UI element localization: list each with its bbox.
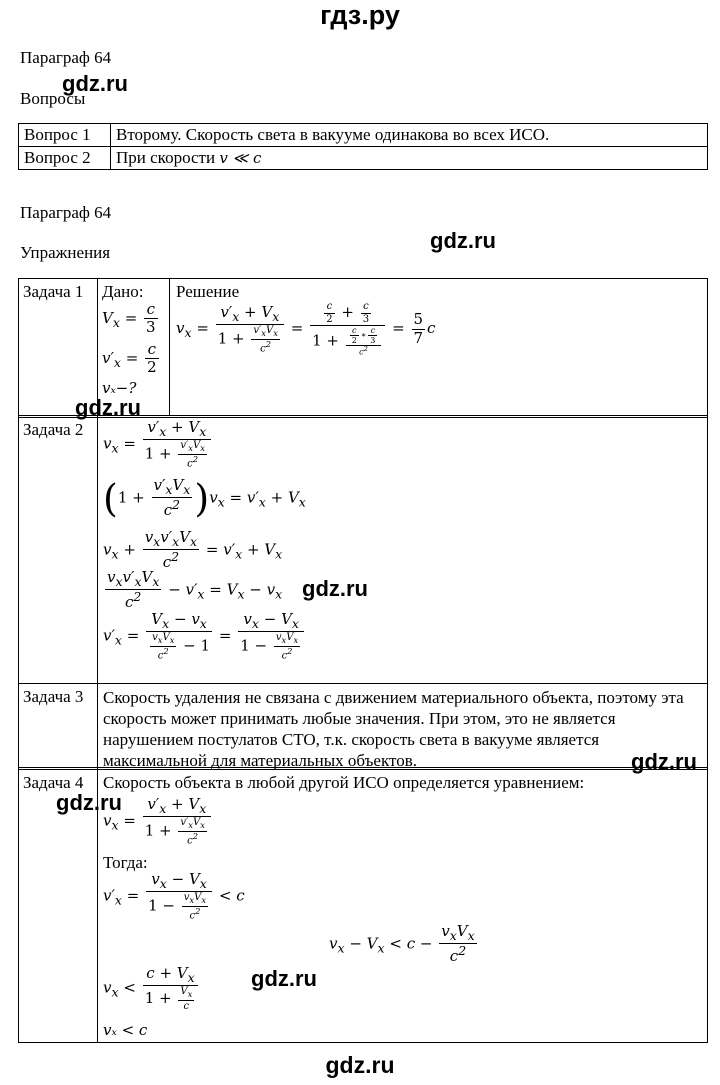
- question-answer-cell: [111, 147, 708, 170]
- task2-step4: $\frac{v_xv'_xV_x}{c^2}$ − $v'_x = V_x - v_x$: [107, 568, 283, 612]
- given-label: Дано:: [102, 282, 144, 301]
- section2-paragraph: Параграф 64: [20, 203, 112, 222]
- table-row: [19, 124, 708, 147]
- question-label: Вопрос 1: [19, 124, 111, 147]
- row-divider: [19, 683, 707, 684]
- task-label: Задача 4: [23, 773, 84, 792]
- section2-subtitle: Упражнения: [20, 243, 111, 262]
- task3-text: Скорость удаления не связана с движением материального объекта, поэтому эта скорость может принимать любые значения. При этом, это не является нарушением постулатов СТО, т.к. скорость света в вакууме является максимальной для материальных объектов.: [103, 688, 684, 770]
- watermark: gdz.ru: [631, 749, 697, 774]
- task4-formula1: $v_x$ = $v'_x + V_x$ 1 + $\frac{v'_xV_x}{c^2}$: [103, 796, 213, 847]
- task2-step5: $v'_x$ = $V_x - v_x$ $\frac{v_xV_x}{c^2}$ − 1 = $v_x - V_x$ 1 − $\frac{v_xV_x}{c^2}$: [103, 611, 306, 662]
- table-row: [19, 147, 708, 170]
- task4-result: vₓ < c: [103, 1021, 148, 1039]
- question-answer: Второму. Скорость света в вакууме одинакова во всех ИСО.: [111, 124, 708, 147]
- task2-step1: $v_x$ = $v'_x + V_x$ 1 + $\frac{v'_xV_x}{c^2}$: [103, 419, 213, 470]
- question-label: Вопрос 2: [19, 147, 111, 170]
- unknown: vₓ−?: [102, 379, 137, 397]
- questions-table: [18, 123, 708, 170]
- solution-label: Решение: [176, 282, 240, 301]
- task-label: Задача 1: [23, 282, 84, 301]
- tasks-table: [18, 278, 708, 1043]
- task4-formula4: $v_x$ < $c + V_x$ 1 + $\frac{V_x}{c}$: [103, 965, 200, 1012]
- column-divider: [97, 279, 98, 1042]
- watermark: gdz.ru: [75, 395, 141, 420]
- column-divider: [169, 279, 170, 416]
- section1-paragraph: Параграф 64: [20, 48, 112, 67]
- watermark: gdz.ru: [62, 71, 128, 96]
- site-footer: gdz.ru: [325, 1052, 395, 1078]
- task-label: Задача 3: [23, 687, 84, 706]
- task4-then: Тогда:: [103, 853, 148, 872]
- task2-step2: (1 + $\frac{v'_xV_x}{c^2}$ )$v_x = v'_x + V_x$: [103, 476, 306, 521]
- watermark: gdz.ru: [251, 966, 317, 991]
- task-label: Задача 2: [23, 420, 84, 439]
- speed-condition-formula: v ≪ c: [219, 149, 262, 167]
- given-vx-prime: $v'_x$ = $\frac{c}{2}$: [102, 340, 157, 377]
- watermark: gdz.ru: [56, 790, 122, 815]
- task4-formula2: $v'_x$ = $v_x - V_x$ 1 − $\frac{v_xV_x}{c^2}$ < c: [103, 870, 245, 922]
- section1-subtitle: Вопросы: [20, 89, 86, 108]
- task4-intro: Скорость объекта в любой другой ИСО определяется уравнением:: [103, 773, 585, 792]
- watermark: gdz.ru: [302, 576, 368, 601]
- watermark: gdz.ru: [430, 228, 496, 253]
- question-answer: При скорости: [116, 148, 216, 167]
- task2-step3: $v_x$ + $\frac{v_xv'_xV_x}{c^2}$ = $v'_x + V_x$: [103, 528, 283, 572]
- given-Vx: $V_x$ = $\frac{c}{3}$: [102, 300, 156, 337]
- task4-formula3: $v_x - V_x < c$ − $\frac{v_xV_x}{c^2}$: [329, 922, 475, 966]
- task1-formula: $v_x$ = $v'_x + V_x$ 1 + $\frac{v'_xV_x}{c^2}$ = $\frac{c}{2}$ + $\frac{c}{3}$ 1 + $\frac{c}{2}$ ∗ $\frac{c}{3}$ $c^2$ = $\frac{5}{7}$ c: [176, 301, 436, 358]
- site-header: гдз.ру: [320, 0, 400, 30]
